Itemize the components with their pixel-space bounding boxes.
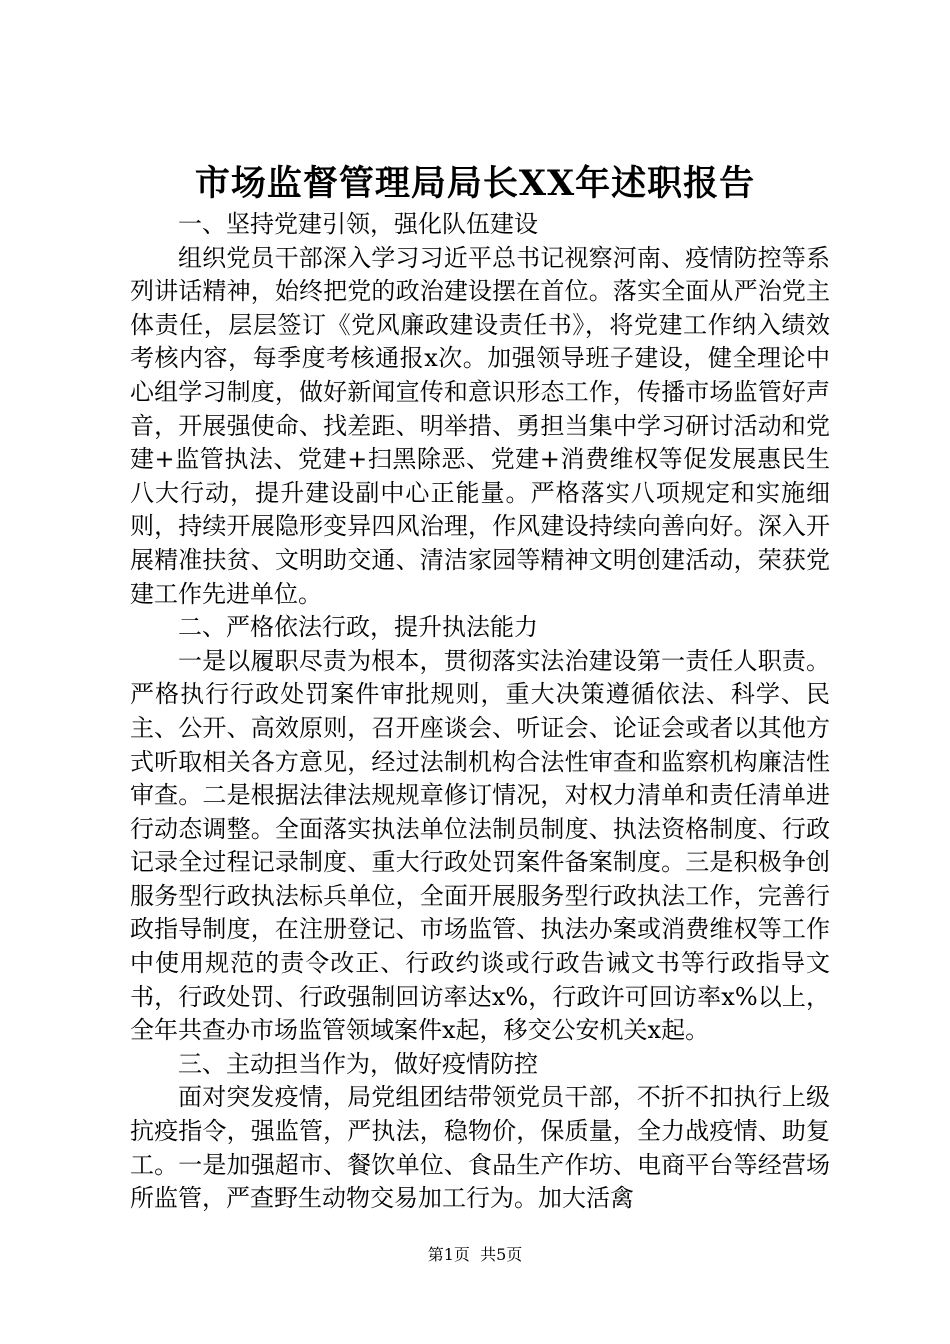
paragraph-1: 组织党员干部深入学习习近平总书记视察河南、疫情防控等系列讲话精神，始终把党的政治建设摆在首位。落实全面从严治党主体责任，层层签订《党风廉政建设责任书》，将党建工作纳入绩效考核内容，每季度考核通报x次。加强领导班子建设，健全理论中心组学习制度，做好新闻宣传和意识形态工作，传播市场监管好声音，开展强使命、找差距、明举措、勇担当集中学习研讨活动和党建+监管执法、党建+扫黑除恶、党建+消费维权等促发展惠民生八大行动，提升建设副中心正能量。严格落实八项规定和实施细则，持续开展隐形变异四风治理，作风建设持续向善向好。深入开展精准扶贫、文明助交通、清洁家园等精神文明创建活动，荣获党建工作先进单位。 [130,243,830,608]
page-footer: 第1页 共5页 [427,1245,523,1264]
paragraph-3: 面对突发疫情，局党组团结带领党员干部，不折不扣执行上级抗疫指令，强监管，严执法，稳物价，保质量，全力战疫情、助复工。一是加强超市、餐饮单位、食品生产作坊、电商平台等经营场所监管，严查野生动物交易加工行为。加大活禽 [130,1083,830,1213]
section-heading-2: 二、严格依法行政，提升执法能力 [178,613,538,642]
section-heading-1: 一、坚持党建引领，强化队伍建设 [178,210,538,238]
document-title: 市场监督管理局局长XX年述职报告 [194,163,756,204]
document-body [130,208,830,1216]
section-heading-3: 三、主动担当作为，做好疫情防控 [178,1049,538,1078]
paragraph-2: 一是以履职尽责为根本，贯彻落实法治建设第一责任人职责。严格执行行政处罚案件审批规则，重大决策遵循依法、科学、民主、公开、高效原则，召开座谈会、听证会、论证会或者以其他方式听取相关各方意见，经过法制机构合法性审查和监察机构廉洁性审查。二是根据法律法规规章修订情况，对权力清单和责任清单进行动态调整。全面落实执法单位法制员制度、执法资格制度、行政记录全过程记录制度、重大行政处罚案件备案制度。三是积极争创服务型行政执法标兵单位，全面开展服务型行政执法工作，完善行政指导制度，在注册登记、市场监管、执法办案或消费维权等工作中使用规范的责令改正、行政约谈或行政告诫文书等行政指导文书，行政处罚、行政强制回访率达x%，行政许可回访率x%以上，全年共查办市场监管领域案件x起，移交公安机关x起。 [130,646,830,1045]
